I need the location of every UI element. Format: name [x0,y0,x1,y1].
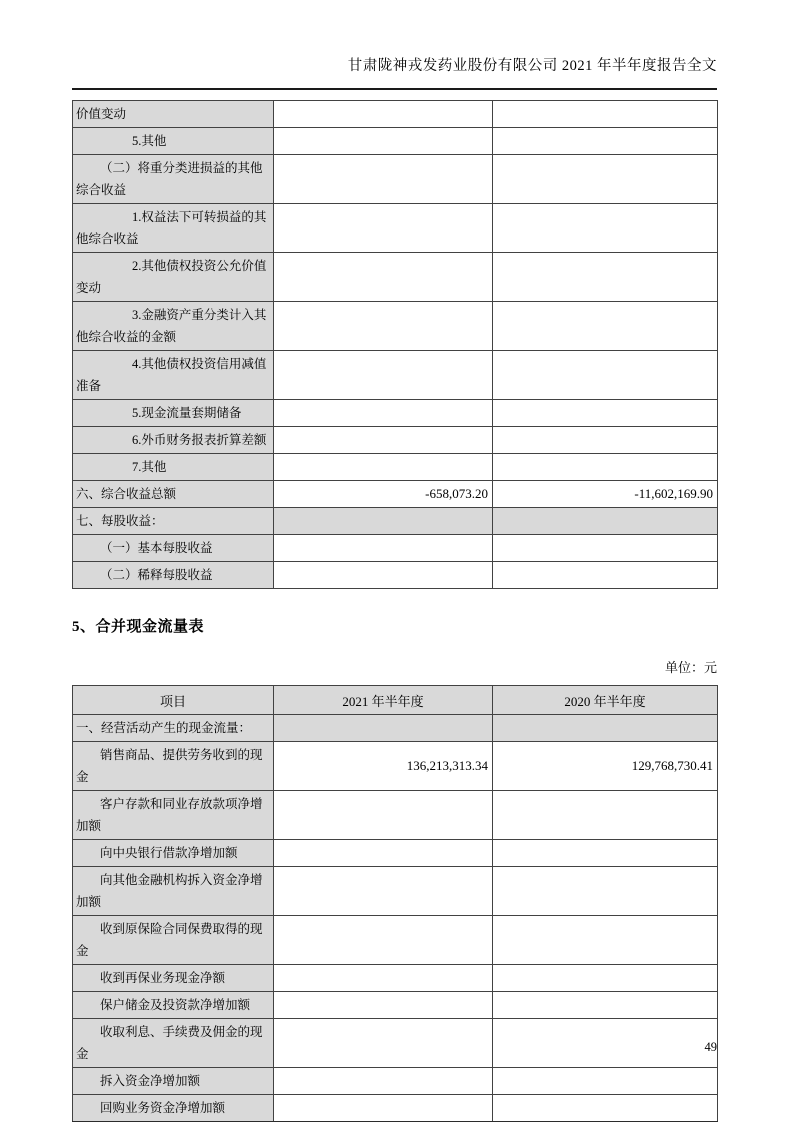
value-cell-2021 [274,128,493,155]
value-cell-2020 [493,562,718,589]
table-row [73,840,718,867]
row-label-cell: 一、经营活动产生的现金流量： [73,715,274,742]
row-label-cell: 1.权益法下可转损益的其他综合收益 [73,204,274,253]
table-row [73,791,718,840]
table-row [73,400,718,427]
row-label-cell: 2.其他债权投资公允价值变动 [73,253,274,302]
page-header-title: 甘肃陇神戎发药业股份有限公司 2021 年半年度报告全文 [72,0,717,90]
cash-flow-table [72,685,718,1122]
row-label-cell: 向其他金融机构拆入资金净增加额 [73,867,274,916]
table-row [73,1095,718,1122]
row-label-cell: 4.其他债权投资信用减值准备 [73,351,274,400]
value-cell-2021: -658,073.20 [274,481,493,508]
page-content [72,0,717,1122]
row-label-cell: 销售商品、提供劳务收到的现金 [73,742,274,791]
value-cell-2021: 136,213,313.34 [274,742,493,791]
value-cell-2021 [274,715,493,742]
value-cell-2021 [274,101,493,128]
row-label-cell: 3.金融资产重分类计入其他综合收益的金额 [73,302,274,351]
value-cell-2021 [274,204,493,253]
row-label-cell: 拆入资金净增加额 [73,1068,274,1095]
value-cell-2020 [493,454,718,481]
value-cell-2021 [274,1019,493,1068]
value-cell-2020 [493,916,718,965]
value-cell-2020: -11,602,169.90 [493,481,718,508]
value-cell-2021 [274,508,493,535]
value-cell-2020 [493,965,718,992]
value-cell-2021 [274,1068,493,1095]
column-header-2020: 2020 年半年度 [493,686,718,715]
value-cell-2020 [493,400,718,427]
row-label-cell: 5.其他 [73,128,274,155]
value-cell-2020 [493,535,718,562]
table-row [73,562,718,589]
row-label-cell: （二）稀释每股收益 [73,562,274,589]
value-cell-2021 [274,253,493,302]
row-label-cell: 6.外币财务报表折算差额 [73,427,274,454]
row-label-cell: 收取利息、手续费及佣金的现金 [73,1019,274,1068]
table-row [73,101,718,128]
table-row [73,508,718,535]
table-row [73,253,718,302]
table-row [73,1068,718,1095]
table-row [73,965,718,992]
table-row [73,535,718,562]
row-label-cell: （二）将重分类进损益的其他综合收益 [73,155,274,204]
value-cell-2021 [274,965,493,992]
value-cell-2021 [274,840,493,867]
value-cell-2021 [274,351,493,400]
table-row [73,302,718,351]
value-cell-2020 [493,840,718,867]
value-cell-2021 [274,454,493,481]
table-row [73,992,718,1019]
value-cell-2021 [274,791,493,840]
value-cell-2020 [493,427,718,454]
value-cell-2020 [493,1095,718,1122]
table-row [73,916,718,965]
column-header-item: 项目 [73,686,274,715]
row-label-cell: 六、综合收益总额 [73,481,274,508]
row-label-cell: 保户储金及投资款净增加额 [73,992,274,1019]
value-cell-2020 [493,128,718,155]
table-row [73,427,718,454]
row-label-cell: 客户存款和同业存放款项净增加额 [73,791,274,840]
value-cell-2021 [274,1095,493,1122]
table-row [73,867,718,916]
row-label-cell: （一）基本每股收益 [73,535,274,562]
value-cell-2020 [493,508,718,535]
value-cell-2021 [274,155,493,204]
row-label-cell: 5.现金流量套期储备 [73,400,274,427]
value-cell-2020 [493,101,718,128]
table-row [73,155,718,204]
table-row [73,128,718,155]
row-label-cell: 向中央银行借款净增加额 [73,840,274,867]
unit-label: 单位：元 [664,660,717,675]
value-cell-2020 [493,351,718,400]
value-cell-2021 [274,562,493,589]
value-cell-2021 [274,992,493,1019]
value-cell-2021 [274,427,493,454]
table-row [73,742,718,791]
value-cell-2020 [493,992,718,1019]
value-cell-2020 [493,302,718,351]
value-cell-2020 [493,791,718,840]
value-cell-2021 [274,535,493,562]
table-header-row [73,686,718,715]
table-row [73,715,718,742]
table-row [73,481,718,508]
value-cell-2020 [493,1068,718,1095]
row-label-cell: 七、每股收益： [73,508,274,535]
value-cell-2020 [493,204,718,253]
value-cell-2020: 129,768,730.41 [493,742,718,791]
row-label-cell: 收到原保险合同保费取得的现金 [73,916,274,965]
table-row [73,454,718,481]
page-number: 49 [704,1040,717,1054]
row-label-cell: 收到再保业务现金净额 [73,965,274,992]
value-cell-2020 [493,1019,718,1068]
row-label-cell: 7.其他 [73,454,274,481]
table-row [73,351,718,400]
section-title-cash-flow-statement: 5、合并现金流量表 [72,619,205,635]
value-cell-2020 [493,253,718,302]
value-cell-2020 [493,155,718,204]
table-row [73,204,718,253]
table-row [73,1019,718,1068]
column-header-2021: 2021 年半年度 [274,686,493,715]
value-cell-2021 [274,916,493,965]
value-cell-2020 [493,715,718,742]
row-label-cell: 价值变动 [73,101,274,128]
value-cell-2021 [274,400,493,427]
comprehensive-income-table [72,100,718,589]
value-cell-2021 [274,302,493,351]
value-cell-2020 [493,867,718,916]
value-cell-2021 [274,867,493,916]
row-label-cell: 回购业务资金净增加额 [73,1095,274,1122]
